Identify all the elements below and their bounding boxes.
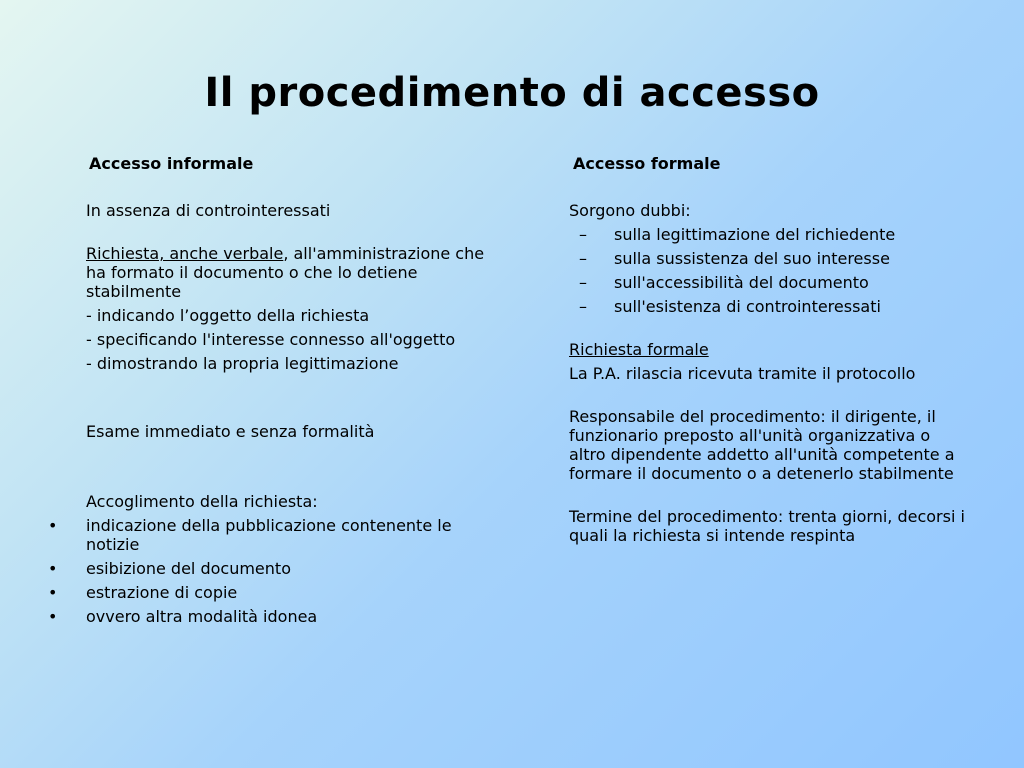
doubt-item: – sulla legittimazione del richiedente <box>569 225 969 244</box>
formal-access-column <box>569 154 969 545</box>
immediate-exam-text: Esame immediato e senza formalità <box>86 422 375 441</box>
informal-access-column <box>86 154 486 626</box>
deadline-text: Termine del procedimento: trenta giorni, decorsi i quali la richiesta si intende respinta <box>569 507 965 545</box>
slide-title: Il procedimento di accesso <box>204 70 820 116</box>
doubts-label: Sorgono dubbi: <box>569 201 691 220</box>
informal-access-heading: Accesso informale <box>89 154 254 173</box>
formal-access-heading: Accesso formale <box>573 154 721 173</box>
formal-request-label: Richiesta formale <box>569 340 709 359</box>
doubt-item: – sull'accessibilità del documento <box>569 273 969 292</box>
request-item: - indicando l’oggetto della richiesta <box>86 306 370 325</box>
doubt-item: – sulla sussistenza del suo interesse <box>569 249 969 268</box>
list-item: • esibizione del documento <box>86 559 486 578</box>
verbal-request-label: Richiesta, anche verbale <box>86 244 284 263</box>
responsible-text: Responsabile del procedimento: il dirigente, il funzionario preposto all'unità organizzativa o altro dipendente addetto all'unità competente a formare il documento o a detenerlo stabilmente <box>569 407 955 483</box>
request-item: - dimostrando la propria legittimazione <box>86 354 399 373</box>
no-counterparties-text: In assenza di controinteressati <box>86 201 331 220</box>
verbal-request-text: , all'amministrazione che ha formato il documento o che lo detiene stabilmente <box>86 244 485 301</box>
list-item: • estrazione di copie <box>86 583 486 602</box>
receipt-text: La P.A. rilascia ricevuta tramite il protocollo <box>569 364 916 383</box>
request-item: - specificando l'interesse connesso all'oggetto <box>86 330 456 349</box>
list-item: • indicazione della pubblicazione contenente le notizie <box>86 516 486 554</box>
doubt-item: – sull'esistenza di controinteressati <box>569 297 969 316</box>
verbal-request-paragraph <box>86 244 486 301</box>
acceptance-label: Accoglimento della richiesta: <box>86 492 318 511</box>
list-item: • ovvero altra modalità idonea <box>86 607 486 626</box>
